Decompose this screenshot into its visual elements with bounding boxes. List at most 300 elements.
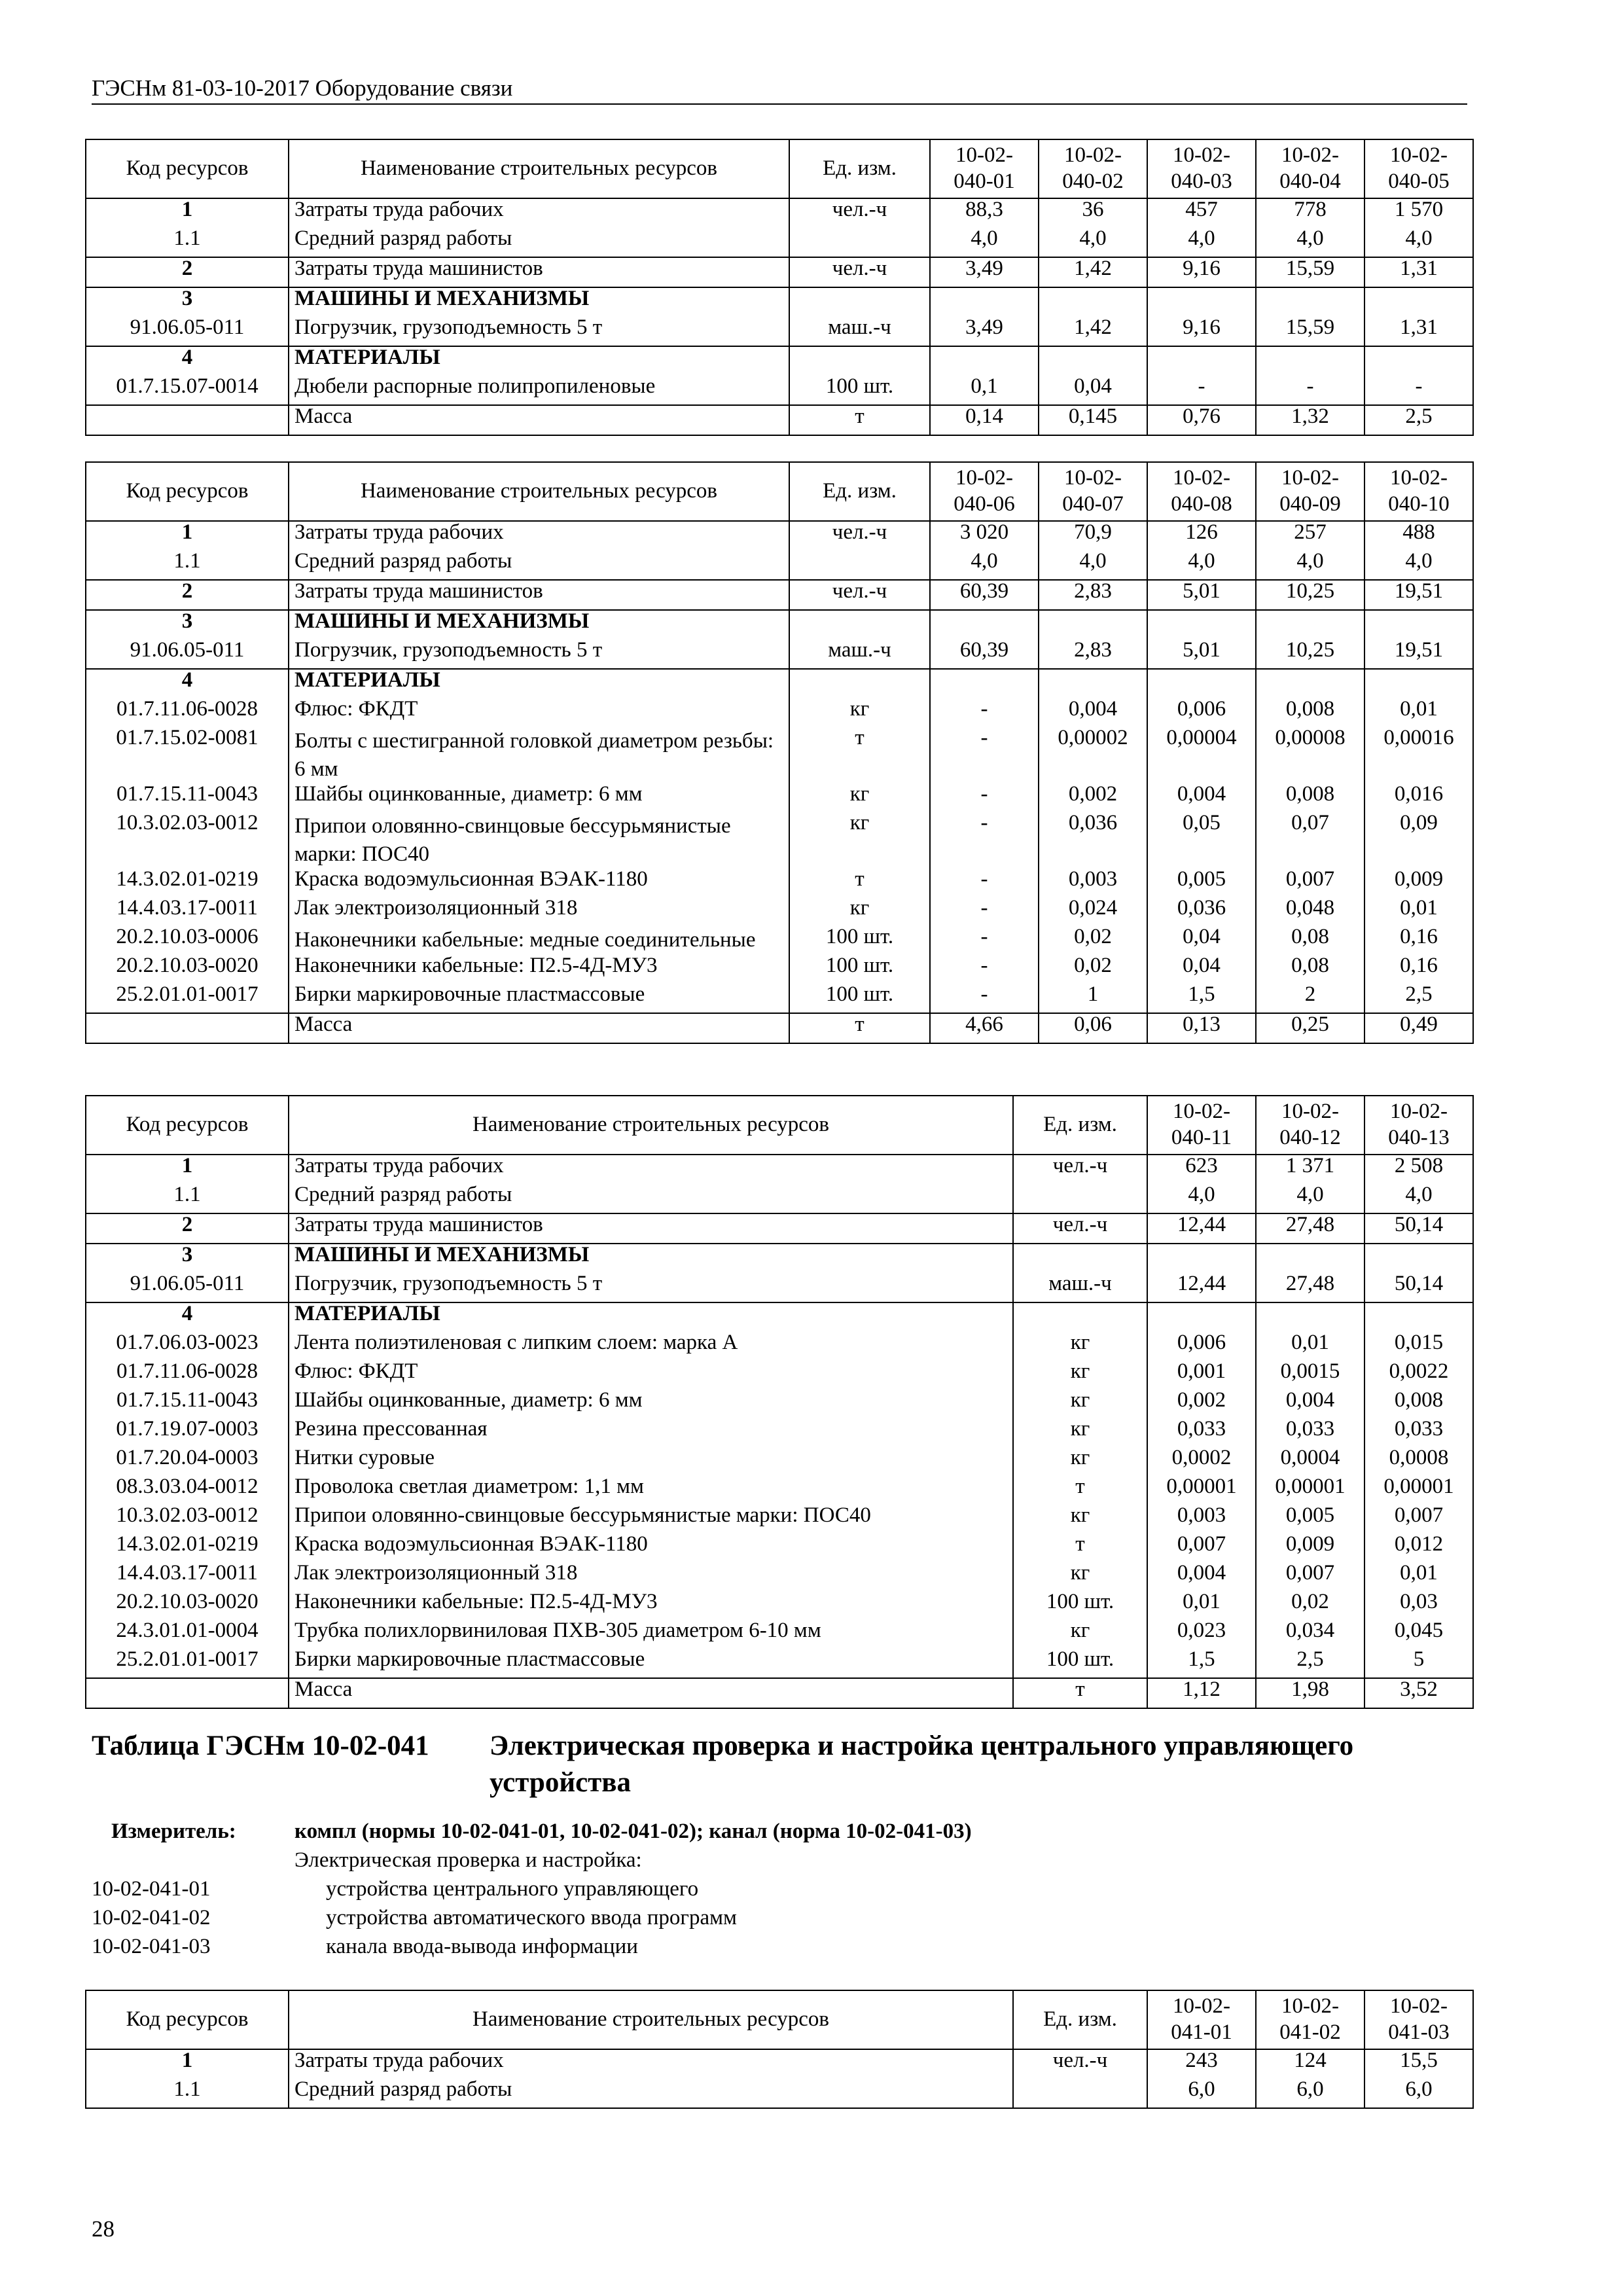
resource-value: 50,14 bbox=[1364, 1213, 1473, 1244]
resource-code: 20.2.10.03-0006 bbox=[86, 926, 289, 955]
resource-value bbox=[1364, 669, 1473, 698]
resource-value: 0,0002 bbox=[1147, 1447, 1256, 1476]
resource-value: 0,0022 bbox=[1364, 1361, 1473, 1390]
resource-value bbox=[1256, 287, 1364, 317]
resource-value: 0,048 bbox=[1256, 897, 1364, 926]
resource-value: - bbox=[930, 812, 1039, 869]
resource-value: 0,02 bbox=[1039, 926, 1147, 955]
resource-value bbox=[1147, 610, 1256, 639]
resource-value: 5 bbox=[1364, 1649, 1473, 1678]
resource-table-040-11-13 bbox=[85, 1095, 1474, 1709]
resource-unit: кг bbox=[789, 812, 930, 869]
resource-value: 1 371 bbox=[1256, 1155, 1364, 1184]
resource-value bbox=[930, 287, 1039, 317]
resource-name: Средний разряд работы bbox=[289, 228, 789, 257]
resource-code: 01.7.15.11-0043 bbox=[86, 783, 289, 812]
resource-value: 9,16 bbox=[1147, 257, 1256, 287]
resource-code: 10.3.02.03-0012 bbox=[86, 812, 289, 869]
resource-code: 1.1 bbox=[86, 550, 289, 580]
page-number: 28 bbox=[92, 2216, 115, 2242]
resource-code: 2 bbox=[86, 257, 289, 287]
resource-value bbox=[1256, 1244, 1364, 1273]
resource-name: Флюс: ФКДТ bbox=[289, 698, 789, 727]
resource-value: 0,002 bbox=[1039, 783, 1147, 812]
resource-name: Масса bbox=[289, 1013, 789, 1043]
resource-value: 1,12 bbox=[1147, 1678, 1256, 1708]
table-row bbox=[86, 317, 1473, 346]
resource-value: - bbox=[1364, 376, 1473, 405]
col-header-norm: 10-02-040-11 bbox=[1147, 1096, 1256, 1155]
resource-value: 4,0 bbox=[1364, 1184, 1473, 1213]
resource-code: 14.4.03.17-0011 bbox=[86, 897, 289, 926]
resource-name: Краска водоэмульсионная ВЭАК-1180 bbox=[289, 869, 789, 897]
table-row bbox=[86, 198, 1473, 228]
resource-code: 4 bbox=[86, 1302, 289, 1332]
resource-value: 12,44 bbox=[1147, 1213, 1256, 1244]
col-header-unit: Ед. изм. bbox=[1013, 1096, 1147, 1155]
resource-value: 0,004 bbox=[1039, 698, 1147, 727]
resource-value: 88,3 bbox=[930, 198, 1039, 228]
resource-value: 3,49 bbox=[930, 317, 1039, 346]
resource-value: 0,024 bbox=[1039, 897, 1147, 926]
resource-code bbox=[86, 405, 289, 435]
resource-name: Лента полиэтиленовая с липким слоем: марка А bbox=[289, 1332, 1013, 1361]
resource-value: 4,66 bbox=[930, 1013, 1039, 1043]
resource-value: 0,00001 bbox=[1364, 1476, 1473, 1505]
resource-value: 488 bbox=[1364, 521, 1473, 550]
col-header-norm: 10-02-040-09 bbox=[1256, 462, 1364, 521]
resource-value: - bbox=[930, 897, 1039, 926]
table-row bbox=[86, 550, 1473, 580]
resource-unit bbox=[789, 610, 930, 639]
resource-unit: кг bbox=[789, 783, 930, 812]
table-row bbox=[86, 1013, 1473, 1043]
table-row bbox=[86, 698, 1473, 727]
resource-code: 91.06.05-011 bbox=[86, 639, 289, 669]
resource-value: 0,009 bbox=[1256, 1534, 1364, 1562]
resource-value: 0,036 bbox=[1147, 897, 1256, 926]
resource-unit: маш.-ч bbox=[789, 639, 930, 669]
resource-value: 15,59 bbox=[1256, 317, 1364, 346]
resource-unit: т bbox=[789, 869, 930, 897]
resource-value: 0,07 bbox=[1256, 812, 1364, 869]
resource-name: Затраты труда рабочих bbox=[289, 1155, 1013, 1184]
resource-value: 0,04 bbox=[1147, 955, 1256, 984]
table-row bbox=[86, 521, 1473, 550]
measure-value: компл (нормы 10-02-041-01, 10-02-041-02); канал (норма 10-02-041-03) bbox=[294, 1820, 972, 1843]
resource-value: 0,1 bbox=[930, 376, 1039, 405]
resource-code: 01.7.20.04-0003 bbox=[86, 1447, 289, 1476]
resource-table-040-06-10 bbox=[85, 461, 1474, 1044]
table-row bbox=[86, 1534, 1473, 1562]
resource-code: 01.7.06.03-0023 bbox=[86, 1332, 289, 1361]
resource-code: 14.3.02.01-0219 bbox=[86, 869, 289, 897]
resource-value: 0,16 bbox=[1364, 955, 1473, 984]
resource-unit: кг bbox=[1013, 1562, 1147, 1591]
resource-unit bbox=[789, 669, 930, 698]
resource-code: 01.7.15.11-0043 bbox=[86, 1390, 289, 1418]
resource-value: 0,145 bbox=[1039, 405, 1147, 435]
resource-value: 19,51 bbox=[1364, 639, 1473, 669]
resource-name: Масса bbox=[289, 405, 789, 435]
table-row bbox=[86, 897, 1473, 926]
resource-value: 126 bbox=[1147, 521, 1256, 550]
table-row bbox=[86, 1505, 1473, 1534]
resource-unit: чел.-ч bbox=[1013, 2049, 1147, 2079]
resource-code: 3 bbox=[86, 287, 289, 317]
col-header-norm: 10-02-040-03 bbox=[1147, 139, 1256, 198]
resource-code: 01.7.15.07-0014 bbox=[86, 376, 289, 405]
resource-unit bbox=[1013, 2079, 1147, 2108]
header-row bbox=[86, 462, 1473, 521]
resource-value bbox=[1039, 669, 1147, 698]
resource-unit bbox=[789, 287, 930, 317]
resource-name: Болты с шестигранной головкой диаметром резьбы: 6 мм bbox=[289, 727, 789, 783]
resource-value: 0,006 bbox=[1147, 1332, 1256, 1361]
resource-value: 0,033 bbox=[1256, 1418, 1364, 1447]
resource-value: 0,004 bbox=[1256, 1390, 1364, 1418]
resource-unit: т bbox=[789, 727, 930, 783]
table-row bbox=[86, 639, 1473, 669]
resource-code: 1.1 bbox=[86, 228, 289, 257]
resource-value: 0,49 bbox=[1364, 1013, 1473, 1043]
resource-name: Погрузчик, грузоподъемность 5 т bbox=[289, 317, 789, 346]
resource-name: Затраты труда рабочих bbox=[289, 2049, 1013, 2079]
resource-code: 01.7.15.02-0081 bbox=[86, 727, 289, 783]
resource-value bbox=[1364, 346, 1473, 376]
resource-code: 1 bbox=[86, 2049, 289, 2079]
resource-value: 60,39 bbox=[930, 580, 1039, 610]
resource-value: 4,0 bbox=[1256, 228, 1364, 257]
table-row bbox=[86, 257, 1473, 287]
resource-code: 3 bbox=[86, 610, 289, 639]
resource-value bbox=[1364, 1302, 1473, 1332]
resource-value: 0,04 bbox=[1039, 376, 1147, 405]
col-header-code: Код ресурсов bbox=[86, 1990, 289, 2049]
resource-value: 0,007 bbox=[1256, 1562, 1364, 1591]
resource-value: 0,00008 bbox=[1256, 727, 1364, 783]
resource-value bbox=[1256, 610, 1364, 639]
resource-name: Припои оловянно-свинцовые бессурьмянистые марки: ПОС40 bbox=[289, 812, 789, 869]
resource-value: 0,0004 bbox=[1256, 1447, 1364, 1476]
resource-code: 1 bbox=[86, 521, 289, 550]
col-header-unit: Ед. изм. bbox=[789, 139, 930, 198]
resource-unit: кг bbox=[1013, 1620, 1147, 1649]
measure-label: Измеритель: bbox=[111, 1820, 236, 1843]
resource-code: 10.3.02.03-0012 bbox=[86, 1505, 289, 1534]
resource-unit bbox=[1013, 1244, 1147, 1273]
resource-value: 0,02 bbox=[1256, 1591, 1364, 1620]
resource-value: - bbox=[1147, 376, 1256, 405]
resource-value: 0,045 bbox=[1364, 1620, 1473, 1649]
resource-unit: 100 шт. bbox=[789, 984, 930, 1013]
table-row bbox=[86, 1562, 1473, 1591]
resource-value: 4,0 bbox=[1147, 1184, 1256, 1213]
resource-name: Флюс: ФКДТ bbox=[289, 1361, 1013, 1390]
resource-value: 1,42 bbox=[1039, 257, 1147, 287]
resource-value: - bbox=[930, 955, 1039, 984]
resource-value: 3,52 bbox=[1364, 1678, 1473, 1708]
table-row bbox=[86, 1620, 1473, 1649]
resource-unit: 100 шт. bbox=[1013, 1591, 1147, 1620]
norm-text: канала ввода-вывода информации bbox=[326, 1935, 638, 1958]
resource-value: 0,006 bbox=[1147, 698, 1256, 727]
table-row bbox=[86, 1332, 1473, 1361]
resource-unit: чел.-ч bbox=[1013, 1155, 1147, 1184]
table-row bbox=[86, 1649, 1473, 1678]
col-header-norm: 10-02-040-13 bbox=[1364, 1096, 1473, 1155]
resource-value: 0,036 bbox=[1039, 812, 1147, 869]
resource-value: 0,01 bbox=[1256, 1332, 1364, 1361]
resource-name: Средний разряд работы bbox=[289, 550, 789, 580]
resource-value: 4,0 bbox=[1364, 228, 1473, 257]
resource-value bbox=[1364, 1244, 1473, 1273]
resource-value: 0,023 bbox=[1147, 1620, 1256, 1649]
resource-value bbox=[1039, 610, 1147, 639]
resource-unit: 100 шт. bbox=[1013, 1649, 1147, 1678]
resource-value: 1,31 bbox=[1364, 257, 1473, 287]
resource-code: 3 bbox=[86, 1244, 289, 1273]
resource-value: 4,0 bbox=[1147, 550, 1256, 580]
table-row bbox=[86, 1213, 1473, 1244]
resource-value: 4,0 bbox=[1256, 1184, 1364, 1213]
resource-value bbox=[1364, 287, 1473, 317]
resource-name: Наконечники кабельные: медные соединительные bbox=[289, 926, 789, 955]
resource-value: 0,002 bbox=[1147, 1390, 1256, 1418]
resource-value: 623 bbox=[1147, 1155, 1256, 1184]
resource-value: 0,008 bbox=[1256, 783, 1364, 812]
table-row bbox=[86, 346, 1473, 376]
resource-value: 27,48 bbox=[1256, 1273, 1364, 1302]
resource-value: 0,033 bbox=[1147, 1418, 1256, 1447]
table-row bbox=[86, 783, 1473, 812]
resource-value: 5,01 bbox=[1147, 580, 1256, 610]
resource-name: Трубка полихлорвиниловая ПХВ-305 диаметром 6-10 мм bbox=[289, 1620, 1013, 1649]
col-header-name: Наименование строительных ресурсов bbox=[289, 462, 789, 521]
resource-value: 0,016 bbox=[1364, 783, 1473, 812]
resource-value: 0,005 bbox=[1256, 1505, 1364, 1534]
resource-value: 2 bbox=[1256, 984, 1364, 1013]
resource-name: Лак электроизоляционный 318 bbox=[289, 1562, 1013, 1591]
resource-unit: кг bbox=[1013, 1332, 1147, 1361]
resource-name: Затраты труда машинистов bbox=[289, 580, 789, 610]
resource-value: 457 bbox=[1147, 198, 1256, 228]
resource-value: 0,13 bbox=[1147, 1013, 1256, 1043]
resource-value: 3,49 bbox=[930, 257, 1039, 287]
resource-value: 36 bbox=[1039, 198, 1147, 228]
resource-value: - bbox=[930, 727, 1039, 783]
resource-value bbox=[1039, 346, 1147, 376]
table-row bbox=[86, 669, 1473, 698]
resource-unit: чел.-ч bbox=[789, 198, 930, 228]
resource-value: 0,03 bbox=[1364, 1591, 1473, 1620]
resource-value: 2,5 bbox=[1364, 984, 1473, 1013]
resource-value: 0,04 bbox=[1147, 926, 1256, 955]
col-header-code: Код ресурсов bbox=[86, 462, 289, 521]
resource-unit bbox=[789, 228, 930, 257]
resource-unit bbox=[789, 550, 930, 580]
table-title: Электрическая проверка и настройка центрального управляющего устройства bbox=[490, 1731, 1354, 1798]
resource-value: 0,007 bbox=[1364, 1505, 1473, 1534]
resource-unit: маш.-ч bbox=[1013, 1273, 1147, 1302]
resource-name: Затраты труда рабочих bbox=[289, 198, 789, 228]
resource-code: 25.2.01.01-0017 bbox=[86, 1649, 289, 1678]
resource-value: 778 bbox=[1256, 198, 1364, 228]
table-row bbox=[86, 869, 1473, 897]
header-row bbox=[86, 1096, 1473, 1155]
table-row bbox=[86, 1273, 1473, 1302]
resource-name: Средний разряд работы bbox=[289, 1184, 1013, 1213]
resource-unit: 100 шт. bbox=[789, 926, 930, 955]
resource-name: Средний разряд работы bbox=[289, 2079, 1013, 2108]
col-header-name: Наименование строительных ресурсов bbox=[289, 1990, 1013, 2049]
resource-value: 0,003 bbox=[1147, 1505, 1256, 1534]
resource-value: 10,25 bbox=[1256, 639, 1364, 669]
resource-value: 60,39 bbox=[930, 639, 1039, 669]
resource-name: МАШИНЫ И МЕХАНИЗМЫ bbox=[289, 1244, 1013, 1273]
resource-code: 2 bbox=[86, 580, 289, 610]
resource-name: МАТЕРИАЛЫ bbox=[289, 669, 789, 698]
table-row bbox=[86, 1244, 1473, 1273]
page-header: ГЭСНм 81-03-10-2017 Оборудование связи bbox=[92, 77, 1467, 105]
resource-value: 1,5 bbox=[1147, 1649, 1256, 1678]
resource-unit: чел.-ч bbox=[789, 580, 930, 610]
resource-value: 0,00016 bbox=[1364, 727, 1473, 783]
resource-unit: 100 шт. bbox=[789, 376, 930, 405]
col-header-name: Наименование строительных ресурсов bbox=[289, 139, 789, 198]
resource-value: 1,31 bbox=[1364, 317, 1473, 346]
resource-unit: т bbox=[1013, 1678, 1147, 1708]
col-header-norm: 10-02-040-08 bbox=[1147, 462, 1256, 521]
resource-value: 2,83 bbox=[1039, 639, 1147, 669]
resource-value: 0,0008 bbox=[1364, 1447, 1473, 1476]
resource-value: 1,42 bbox=[1039, 317, 1147, 346]
resource-name: Проволока светлая диаметром: 1,1 мм bbox=[289, 1476, 1013, 1505]
resource-name: МАШИНЫ И МЕХАНИЗМЫ bbox=[289, 610, 789, 639]
resource-value: 1 570 bbox=[1364, 198, 1473, 228]
resource-value: 4,0 bbox=[930, 228, 1039, 257]
col-header-name: Наименование строительных ресурсов bbox=[289, 1096, 1013, 1155]
col-header-norm: 10-02-040-10 bbox=[1364, 462, 1473, 521]
resource-value: 0,76 bbox=[1147, 405, 1256, 435]
resource-code: 14.3.02.01-0219 bbox=[86, 1534, 289, 1562]
resource-unit: т bbox=[789, 1013, 930, 1043]
resource-value: 0,015 bbox=[1364, 1332, 1473, 1361]
col-header-norm: 10-02-041-01 bbox=[1147, 1990, 1256, 2049]
resource-name: Затраты труда машинистов bbox=[289, 1213, 1013, 1244]
resource-unit: т bbox=[1013, 1534, 1147, 1562]
resource-value: - bbox=[930, 783, 1039, 812]
resource-value: 2,5 bbox=[1364, 405, 1473, 435]
resource-table-041 bbox=[85, 1990, 1474, 2109]
resource-value: 12,44 bbox=[1147, 1273, 1256, 1302]
resource-unit bbox=[789, 346, 930, 376]
resource-value: 124 bbox=[1256, 2049, 1364, 2079]
table-row bbox=[86, 1418, 1473, 1447]
resource-value: 1,98 bbox=[1256, 1678, 1364, 1708]
resource-code: 24.3.01.01-0004 bbox=[86, 1620, 289, 1649]
table-row bbox=[86, 1361, 1473, 1390]
resource-table-040-01-05 bbox=[85, 139, 1474, 436]
norm-code: 10-02-041-03 bbox=[92, 1935, 211, 1958]
resource-name: Наконечники кабельные: П2.5-4Д-МУ3 bbox=[289, 1591, 1013, 1620]
table-row bbox=[86, 727, 1473, 783]
resource-value: 19,51 bbox=[1364, 580, 1473, 610]
resource-value: 0,012 bbox=[1364, 1534, 1473, 1562]
col-header-norm: 10-02-040-06 bbox=[930, 462, 1039, 521]
resource-value bbox=[1256, 1302, 1364, 1332]
resource-name: Лак электроизоляционный 318 bbox=[289, 897, 789, 926]
resource-code: 14.4.03.17-0011 bbox=[86, 1562, 289, 1591]
resource-unit: т bbox=[789, 405, 930, 435]
norm-text: устройства центрального управляющего bbox=[326, 1877, 699, 1901]
col-header-code: Код ресурсов bbox=[86, 1096, 289, 1155]
resource-unit: чел.-ч bbox=[789, 257, 930, 287]
resource-value bbox=[1147, 346, 1256, 376]
resource-code bbox=[86, 1678, 289, 1708]
resource-name: МАТЕРИАЛЫ bbox=[289, 1302, 1013, 1332]
resource-code: 08.3.03.04-0012 bbox=[86, 1476, 289, 1505]
table-row bbox=[86, 610, 1473, 639]
resource-value: 1,32 bbox=[1256, 405, 1364, 435]
table-row bbox=[86, 984, 1473, 1013]
resource-name: Нитки суровые bbox=[289, 1447, 1013, 1476]
table-row bbox=[86, 405, 1473, 435]
resource-value: 0,004 bbox=[1147, 783, 1256, 812]
resource-value: 0,003 bbox=[1039, 869, 1147, 897]
resource-value: 243 bbox=[1147, 2049, 1256, 2079]
resource-value: 6,0 bbox=[1256, 2079, 1364, 2108]
resource-name: Бирки маркировочные пластмассовые bbox=[289, 984, 789, 1013]
resource-code: 1 bbox=[86, 1155, 289, 1184]
resource-value: 0,0015 bbox=[1256, 1361, 1364, 1390]
resource-unit: маш.-ч bbox=[789, 317, 930, 346]
resource-name: МАТЕРИАЛЫ bbox=[289, 346, 789, 376]
resource-value: 0,14 bbox=[930, 405, 1039, 435]
resource-value: - bbox=[930, 926, 1039, 955]
table-row bbox=[86, 1678, 1473, 1708]
resource-value: - bbox=[930, 984, 1039, 1013]
norm-code: 10-02-041-01 bbox=[92, 1877, 211, 1901]
resource-value: 0,01 bbox=[1147, 1591, 1256, 1620]
table-row bbox=[86, 2079, 1473, 2108]
resource-value: 0,034 bbox=[1256, 1620, 1364, 1649]
resource-code: 4 bbox=[86, 346, 289, 376]
resource-value: 70,9 bbox=[1039, 521, 1147, 550]
resource-unit: кг bbox=[1013, 1418, 1147, 1447]
resource-name: Погрузчик, грузоподъемность 5 т bbox=[289, 1273, 1013, 1302]
resource-value bbox=[1256, 346, 1364, 376]
resource-unit: чел.-ч bbox=[789, 521, 930, 550]
resource-name: Затраты труда рабочих bbox=[289, 521, 789, 550]
col-header-unit: Ед. изм. bbox=[1013, 1990, 1147, 2049]
table-label: Таблица ГЭСНм 10-02-041 bbox=[92, 1731, 429, 1761]
norm-text: устройства автоматического ввода программ bbox=[326, 1906, 737, 1929]
resource-code bbox=[86, 1013, 289, 1043]
resource-code: 20.2.10.03-0020 bbox=[86, 955, 289, 984]
resource-name: Масса bbox=[289, 1678, 1013, 1708]
resource-value bbox=[930, 669, 1039, 698]
resource-name: Шайбы оцинкованные, диаметр: 6 мм bbox=[289, 783, 789, 812]
resource-value: 15,59 bbox=[1256, 257, 1364, 287]
table-row bbox=[86, 955, 1473, 984]
resource-value: 0,009 bbox=[1364, 869, 1473, 897]
resource-value: - bbox=[1256, 376, 1364, 405]
measure-block bbox=[92, 1821, 1466, 1965]
col-header-norm: 10-02-040-05 bbox=[1364, 139, 1473, 198]
table-row bbox=[86, 1184, 1473, 1213]
resource-value: 4,0 bbox=[1364, 550, 1473, 580]
